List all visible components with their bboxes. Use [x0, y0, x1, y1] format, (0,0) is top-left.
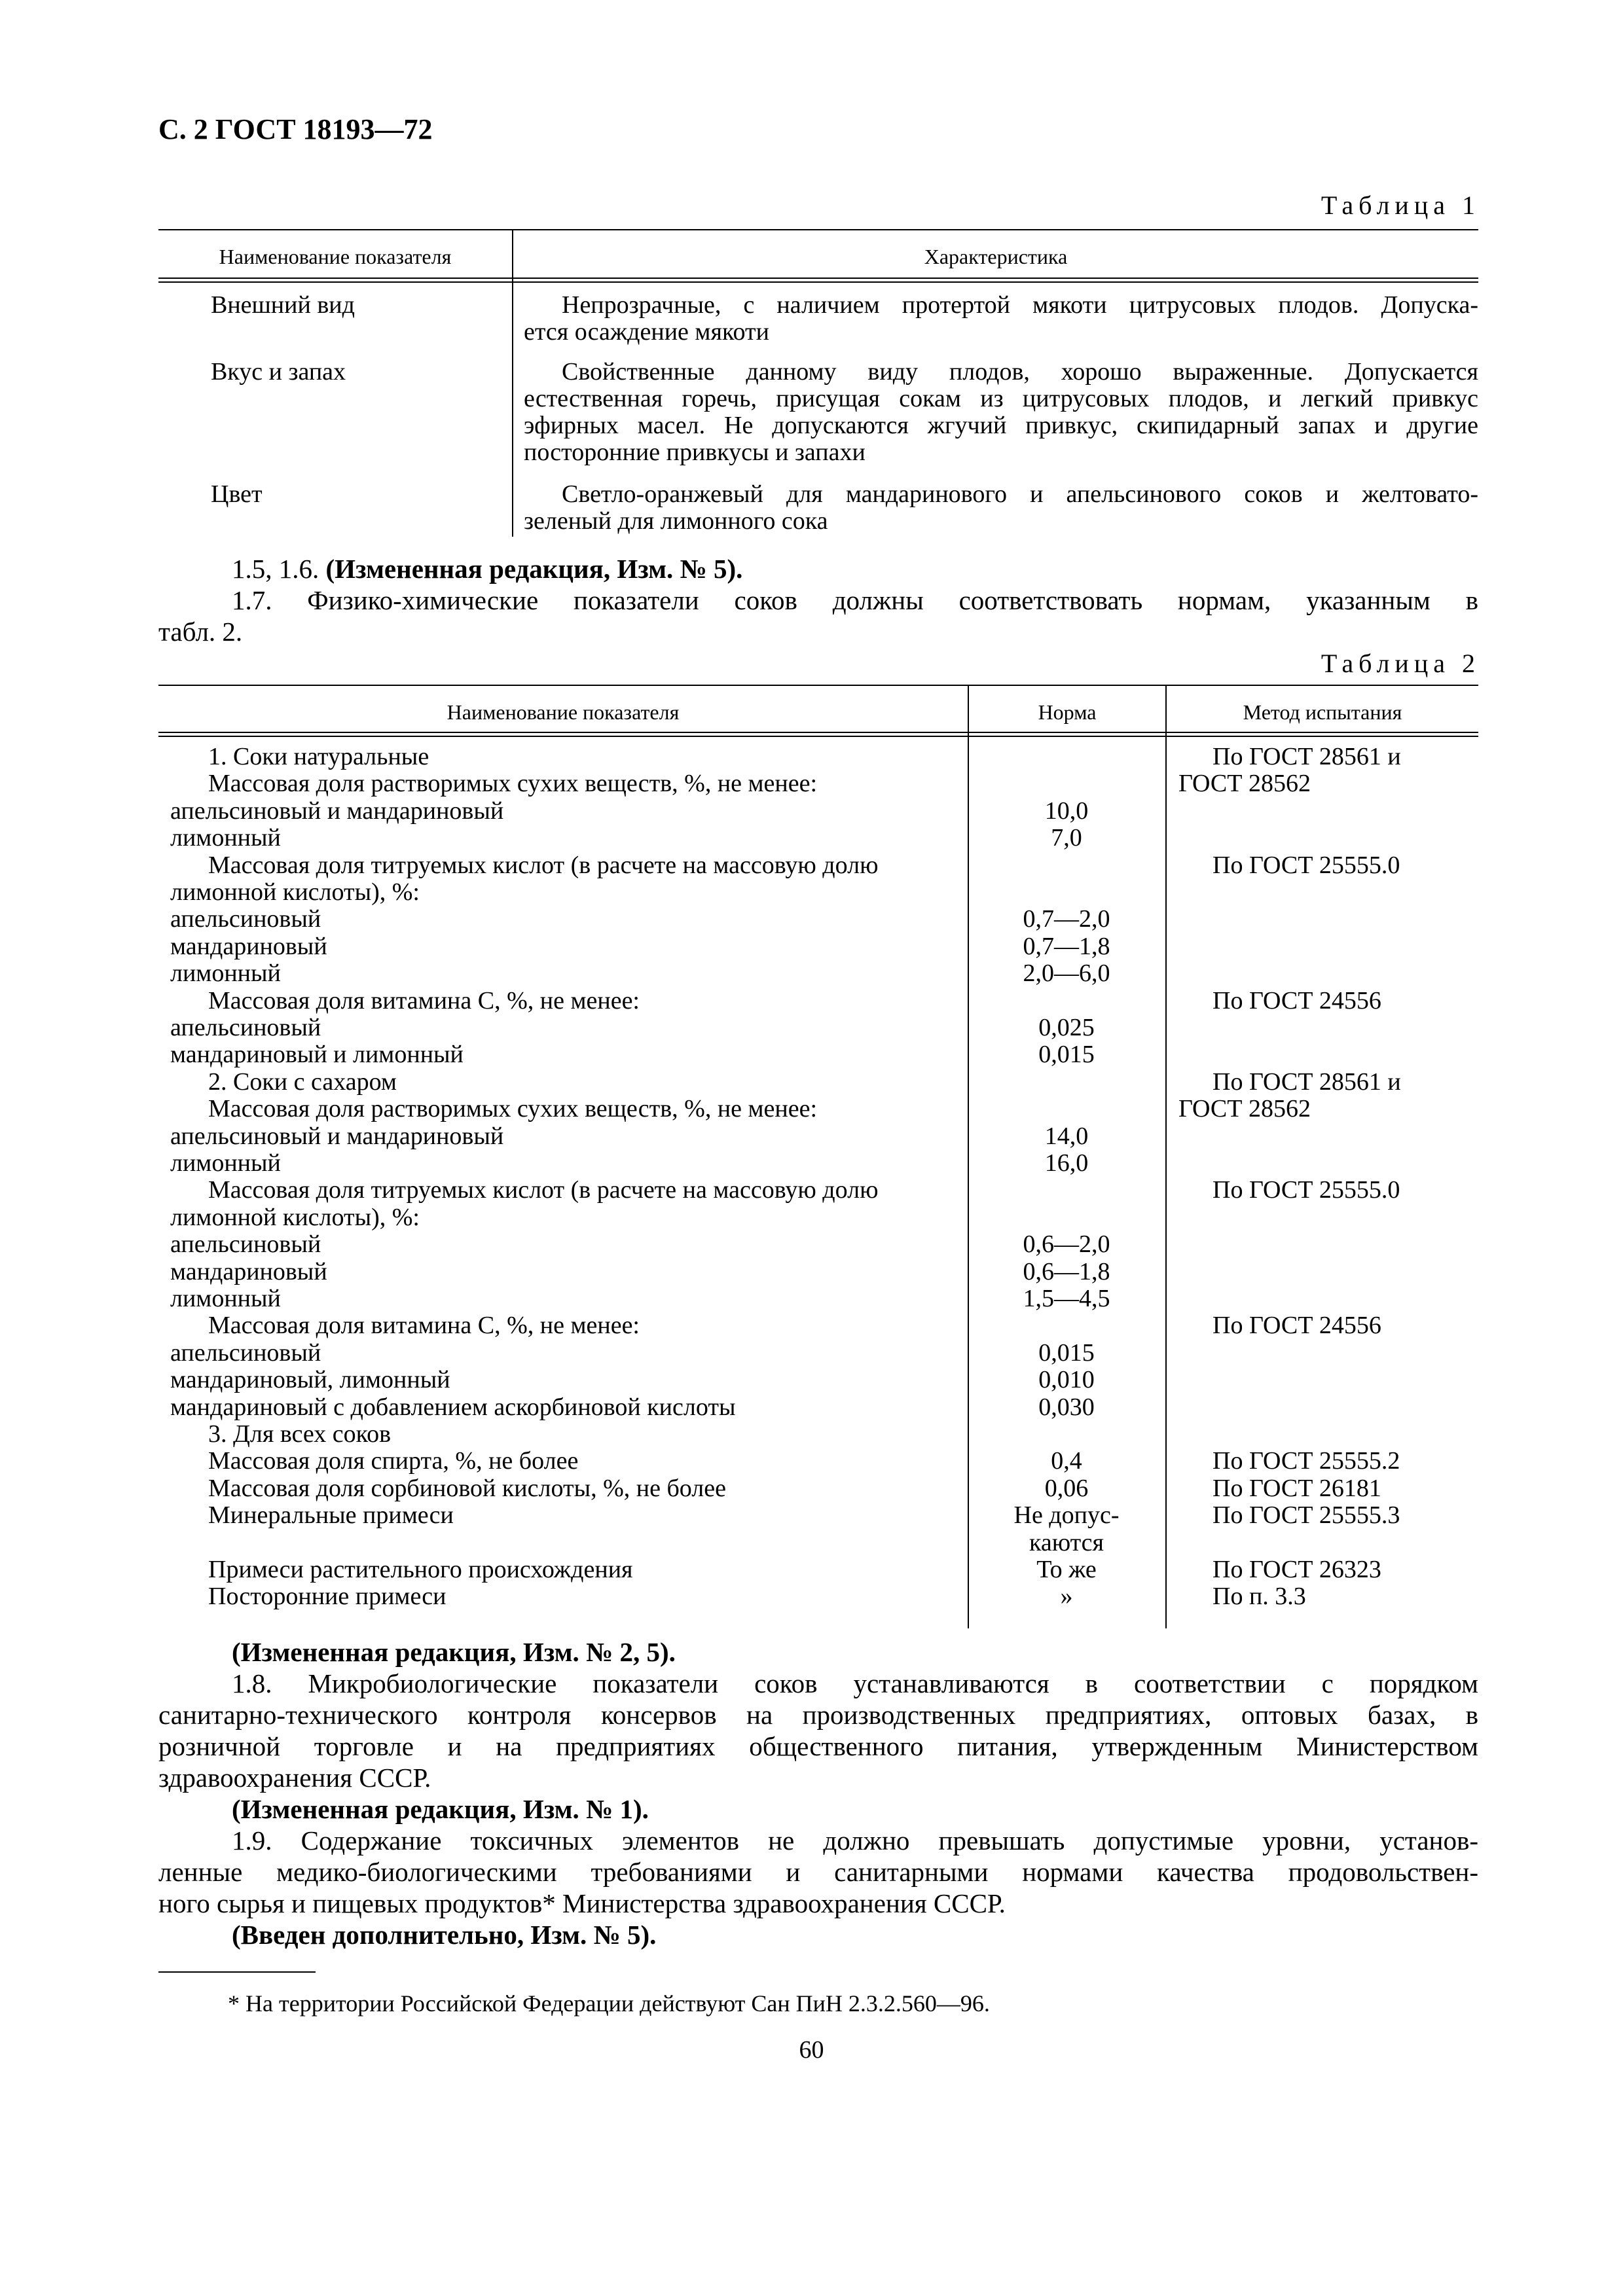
table2-cell-norm: 16,0 [1044, 1149, 1089, 1177]
table2-cell-method: По ГОСТ 25555.3 [1213, 1501, 1400, 1529]
table2-cell-name: Массовая доля растворимых сухих веществ, %, не менее: [208, 1095, 818, 1122]
table1-row-characteristic: Светло-оранжевый для мандаринового и апельсинового соков и желтовато- зеленый для лимонного сока [524, 480, 1478, 535]
table1-top-rule [158, 229, 1478, 230]
table2-cell-name: мандариновый [170, 1258, 327, 1285]
table2-cell-method [1178, 1231, 1480, 1258]
table2-cell-method [1178, 1421, 1480, 1448]
table1-header-rule-2 [158, 281, 1478, 283]
footnote: * На территории Российской Федерации действуют Сан ПиН 2.3.2.560—96. [228, 1990, 990, 2017]
table2-cell-norm: 14,0 [1044, 1122, 1089, 1150]
table2-header-name: Наименование показателя [447, 700, 680, 724]
table2-cell-name: лимонной кислоты), %: [170, 1204, 420, 1231]
table2-cell-method [1178, 1014, 1480, 1041]
table2-cell-name: лимонный [170, 1149, 281, 1177]
table2-cell-name: Массовая доля витамина С, %, не менее: [208, 1312, 640, 1339]
table2-cell-method [1178, 1367, 1480, 1393]
table2-cell-method [1178, 1259, 1480, 1285]
table2-cell-norm: 0,4 [1051, 1447, 1082, 1475]
table2-cell-norm [968, 1177, 1165, 1204]
table2-cell-name: мандариновый, лимонный [170, 1366, 450, 1393]
table2-cell-name: мандариновый с добавлением аскорбиновой кислоты [170, 1393, 736, 1421]
table2-cell-norm: 0,030 [1038, 1393, 1095, 1421]
table2-cell-norm: 0,7—1,8 [1023, 933, 1110, 960]
table2-cell-name: лимонный [170, 824, 281, 852]
table2-cell-norm [968, 988, 1165, 1014]
table2-cell-name: мандариновый и лимонный [170, 1041, 464, 1068]
table2-cell-norm [968, 1069, 1165, 1096]
page-header: С. 2 ГОСТ 18193—72 [158, 113, 433, 145]
table2-cell-norm: » [1060, 1583, 1073, 1610]
table2-cell-name: Массовая доля титруемых кислот (в расчете на массовую долю [208, 1176, 879, 1204]
table2-cell-norm: 7,0 [1051, 824, 1082, 852]
table1-row-name: Вкус и запах [211, 358, 346, 386]
table2-cell-norm [968, 744, 1165, 770]
table2-cell-method [1178, 1123, 1480, 1150]
table2-cell-name: Посторонние примеси [208, 1583, 447, 1610]
table2-cell-name: Примеси растительного происхождения [208, 1556, 633, 1583]
table2-cell-method [1178, 1530, 1480, 1556]
table2-cell-method: ГОСТ 28562 [1178, 1095, 1311, 1122]
table1-row-characteristic: Свойственные данному виду плодов, хорошо выраженные. Допускается естественная горечь, присущая сокам из цитрусовых плодов, и легкий привкус эфирных масел. Не допускаются жгучий привкус, скипидарный запах и другие посторонние привкусы и запахи [524, 358, 1478, 466]
table2-cell-method: По ГОСТ 25555.2 [1213, 1447, 1400, 1475]
table2-header-rule-2 [158, 736, 1478, 737]
table2-cell-norm: То же [1036, 1556, 1097, 1583]
table2-cell-norm: 0,06 [1044, 1475, 1089, 1502]
table2-cell-name: лимонный [170, 1285, 281, 1312]
table2-divider-2 [1165, 685, 1167, 1628]
table2-cell-method: По ГОСТ 25555.0 [1213, 852, 1400, 879]
table2-cell-norm [968, 1312, 1165, 1339]
footnote-rule [158, 1971, 316, 1973]
table2-cell-method: По ГОСТ 28561 и [1213, 1068, 1401, 1096]
table2-cell-name: Массовая доля растворимых сухих веществ, %, не менее: [208, 770, 818, 797]
table2-cell-name: апельсиновый [170, 1014, 321, 1041]
table1-caption: Таблица 1 [1321, 190, 1480, 220]
table2-cell-method: По ГОСТ 26323 [1213, 1556, 1381, 1583]
table2-cell-name: Массовая доля титруемых кислот (в расчете на массовую долю [208, 852, 879, 879]
amendment-note: (Измененная редакция, Изм. № 2, 5). [232, 1637, 676, 1667]
table2-cell-method [1178, 933, 1480, 960]
table2-cell-norm: 1,5—4,5 [1023, 1285, 1110, 1312]
table1-row-name: Цвет [211, 480, 263, 508]
table1-row-name: Внешний вид [211, 291, 355, 319]
paragraph-1-9: 1.9. Содержание токсичных элементов не должно превышать допустимые уровни, установ- ленные медико-биологическими требованиями и санитарными нормами качества продовольствен- ного сырья и пищевых продуктов* Министерства здравоохранения СССР. [158, 1825, 1478, 1918]
table2-cell-name: Минеральные примеси [208, 1501, 454, 1529]
amendment-note: (Измененная редакция, Изм. № 1). [232, 1794, 649, 1824]
amendment-note: 1.5, 1.6. (Измененная редакция, Изм. № 5). [232, 554, 743, 584]
table2-cell-name: апельсиновый [170, 1230, 321, 1258]
table2-header-method: Метод испытания [1243, 700, 1402, 724]
table2-cell-method: По п. 3.3 [1213, 1583, 1306, 1610]
table2-top-rule [158, 685, 1478, 686]
paragraph-1-7-cont: табл. 2. [158, 617, 243, 647]
table2-cell-name: апельсиновый и мандариновый [170, 1122, 504, 1150]
table2-cell-norm: 0,6—1,8 [1023, 1258, 1110, 1285]
table2-cell-norm: 0,7—2,0 [1023, 905, 1110, 933]
table2-cell-norm [968, 1204, 1165, 1231]
table2-cell-method: По ГОСТ 25555.0 [1213, 1176, 1400, 1204]
table1-header-characteristic: Характеристика [924, 245, 1068, 268]
table2-cell-method [1178, 879, 1480, 906]
table2-cell-name: Массовая доля сорбиновой кислоты, %, не более [208, 1475, 726, 1502]
table2-cell-norm: 10,0 [1044, 797, 1089, 825]
table2-cell-norm: 0,015 [1038, 1041, 1095, 1068]
table2-header-rule-1 [158, 732, 1478, 733]
table2-cell-method: По ГОСТ 26181 [1213, 1475, 1381, 1502]
table2-cell-method: По ГОСТ 24556 [1213, 1312, 1381, 1339]
table2-cell-norm: 0,6—2,0 [1023, 1230, 1110, 1258]
table2-cell-norm: каются [1029, 1529, 1104, 1556]
table2-cell-method: По ГОСТ 24556 [1213, 987, 1381, 1014]
table2-cell-method [1178, 906, 1480, 933]
table2-cell-norm: Не допус- [1013, 1501, 1120, 1529]
table2-cell-norm: 0,025 [1038, 1014, 1095, 1041]
table2-cell-method [1178, 825, 1480, 852]
table2-cell-name: Массовая доля витамина С, %, не менее: [208, 987, 640, 1014]
table2-cell-method [1178, 1285, 1480, 1312]
table2-cell-name [170, 1530, 956, 1556]
table2-cell-method [1178, 1041, 1480, 1068]
amendment-note: (Введен дополнительно, Изм. № 5). [232, 1920, 657, 1950]
table2-cell-norm [968, 770, 1165, 797]
table2-cell-method: ГОСТ 28562 [1178, 770, 1311, 797]
table1-header-name: Наименование показателя [219, 245, 452, 268]
table2-cell-name: апельсиновый [170, 1339, 321, 1367]
table2-cell-name: апельсиновый и мандариновый [170, 797, 504, 825]
table2-cell-name: апельсиновый [170, 905, 321, 933]
table2-cell-method [1178, 1394, 1480, 1421]
page-number: 60 [799, 2036, 824, 2064]
table2-cell-name: мандариновый [170, 933, 327, 960]
table1-header-rule-1 [158, 278, 1478, 279]
table2-cell-norm: 2,0—6,0 [1023, 960, 1110, 987]
table1-row-characteristic: Непрозрачные, с наличием протертой мякоти цитрусовых плодов. Допуска- ется осаждение мякоти [524, 291, 1478, 346]
table2-caption: Таблица 2 [1321, 649, 1480, 678]
table2-cell-norm: 0,015 [1038, 1339, 1095, 1367]
paragraph-1-7: 1.7. Физико-химические показатели соков должны соответствовать нормам, указанным в [232, 585, 1478, 615]
table1-column-divider [512, 229, 513, 537]
table2-cell-name: 3. Для всех соков [208, 1420, 392, 1448]
table2-cell-method [1178, 1340, 1480, 1367]
table2-cell-name: Массовая доля спирта, %, не более [208, 1447, 579, 1475]
table2-cell-name: лимонной кислоты), %: [170, 878, 420, 906]
table2-cell-norm [968, 1096, 1165, 1122]
table2-cell-method [1178, 1204, 1480, 1231]
table2-cell-method [1178, 798, 1480, 825]
table2-header-norm: Норма [1038, 700, 1097, 724]
table2-cell-method [1178, 1150, 1480, 1177]
table2-cell-norm [968, 879, 1165, 906]
table2-cell-method [1178, 960, 1480, 987]
table2-cell-norm [968, 1421, 1165, 1448]
table2-cell-method: По ГОСТ 28561 и [1213, 743, 1401, 770]
paragraph-1-8: 1.8. Микробиологические показатели соков устанавливаются в соответствии с порядком санитарно-технического контроля консервов на производственных предприятиях, оптовых базах, в розничной торговле и на предприятиях общественного питания, утвержденным Министерством здравоохранения СССР. [158, 1668, 1478, 1793]
table2-cell-name: 1. Соки натуральные [208, 743, 429, 770]
table2-cell-name: лимонный [170, 960, 281, 987]
table2-cell-norm: 0,010 [1038, 1366, 1095, 1393]
table2-cell-name: 2. Соки с сахаром [208, 1068, 397, 1096]
table2-cell-norm [968, 852, 1165, 879]
